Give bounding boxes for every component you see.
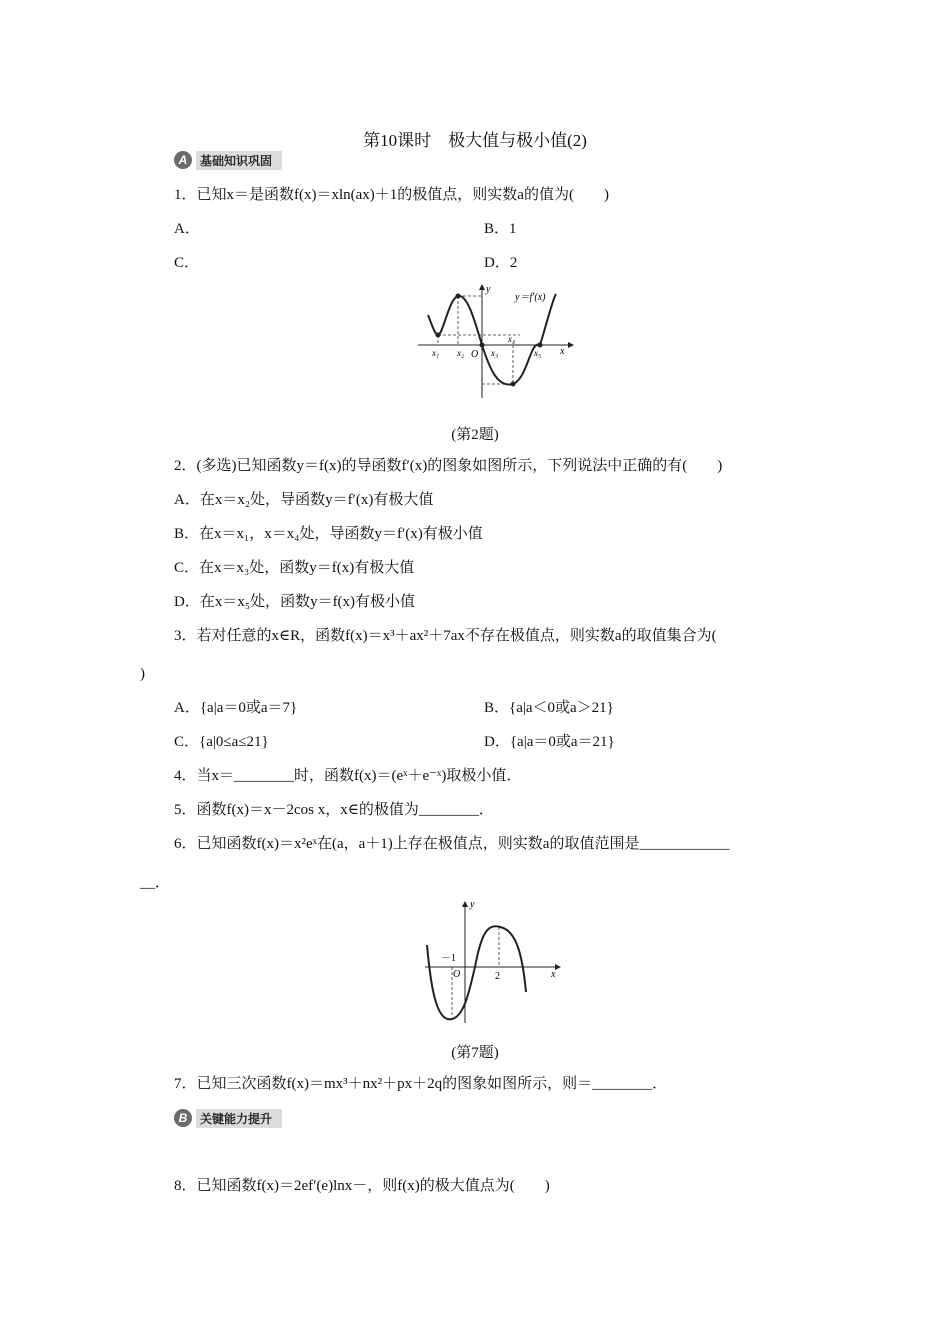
fig2-x2-label: x₂ [457,348,465,358]
fig2-x3-label: x₃ [491,348,499,358]
question-2-option-c: C．在x＝x₃处，函数y＝f(x)有极大值 [174,560,415,576]
question-1-stem: 1．已知x＝是函数f(x)＝xln(ax)＋1的极值点，则实数a的值为( ) [174,187,609,203]
question-8: 8．已知函数f(x)＝2ef′(e)lnx－，则f(x)的极大值点为( ) [174,1178,550,1194]
figure-2-derivative-graph [410,280,580,405]
fig7-tick-2: 2 [495,971,500,982]
page-title: 第10课时 极大值与极小值(2) [363,131,587,150]
fig2-function-label: y＝f′(x) [515,292,546,303]
question-3-stem: 3．若对任意的x∈R，函数f(x)＝x³＋ax²＋7ax不存在极值点，则实数a的取值集合为( [174,628,717,644]
fig7-y-label: y [470,899,475,910]
fig2-x1-label: x₁ [432,348,440,358]
question-2-option-a: A．在x＝x₂处，导函数y＝f′(x)有极大值 [174,492,434,508]
figure-7-cubic-graph [415,895,565,1030]
fig2-y-label: y [486,284,491,295]
section-b-label: 关键能力提升 [196,1109,282,1128]
fig2-x-label: x [560,346,565,357]
question-1-option-a: A． [174,221,200,237]
question-7: 7．已知三次函数f(x)＝mx³＋nx²＋px＋2q的图象如图所示，则＝________． [174,1076,668,1092]
question-3-option-b: B．{a|a＜0或a＞21} [484,700,614,716]
fig2-x5-label: x₅ [534,348,542,358]
question-3-option-d: D．{a|a＝0或a＝21} [484,734,615,750]
question-5: 5．函数f(x)＝x－2cos x，x∈的极值为________． [174,802,494,818]
question-2-option-b: B．在x＝x₁，x＝x₄处，导函数y＝f′(x)有极小值 [174,526,483,542]
question-2-option-d: D．在x＝x₅处，函数y＝f(x)有极小值 [174,594,416,610]
section-b-header [174,1108,282,1128]
question-3-stem-end: ) [140,666,145,682]
fig7-tick-neg1: －1 [441,953,456,964]
section-a-label: 基础知识巩固 [196,151,282,170]
figure-2-caption: (第2题) [451,427,499,443]
question-6-stem-end: __． [140,875,171,891]
question-2-stem: 2．(多选)已知函数y＝f(x)的导函数f′(x)的图象如图所示，下列说法中正确的有( ) [174,458,723,474]
fig2-origin-label: O [471,349,479,360]
question-1-option-b: B．1 [484,221,517,237]
figure-7-caption: (第7题) [451,1045,499,1061]
question-1-option-c: C． [174,255,200,271]
fig7-x-label: x [551,969,556,980]
section-a-header [174,150,282,170]
section-b-badge: B [174,1109,192,1127]
question-6-stem: 6．已知函数f(x)＝x²eˣ在(a，a＋1)上存在极值点，则实数a的取值范围是____________ [174,836,730,852]
fig7-origin-label: O [453,969,461,980]
section-a-badge: A [174,151,192,169]
question-1-option-d: D．2 [484,255,518,271]
question-4: 4．当x＝________时，函数f(x)＝(eˣ＋e⁻ˣ)取极小值． [174,768,522,784]
fig2-x4-label: x₄ [508,334,516,344]
question-3-option-c: C．{a|0≤a≤21} [174,734,269,750]
question-3-option-a: A．{a|a＝0或a＝7} [174,700,298,716]
